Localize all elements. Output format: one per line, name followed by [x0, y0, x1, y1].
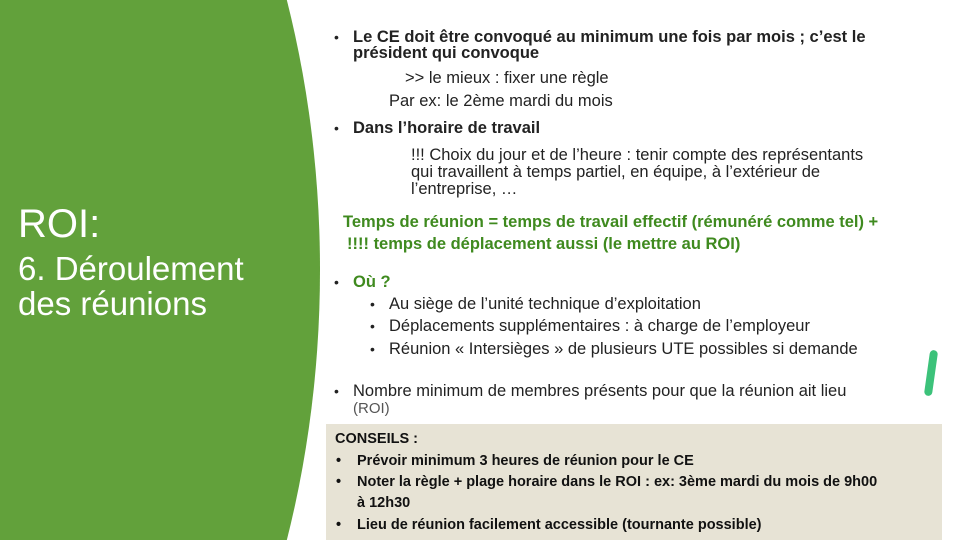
conseil-item-regle: Noter la règle + plage horaire dans le ROI : ex: 3ème mardi du mois de 9h00 [357, 474, 878, 490]
bullet-dot: • [370, 296, 375, 312]
title-deroulement: 6. Déroulement [18, 250, 244, 287]
bullet-dot: • [336, 453, 342, 469]
ou-item-siege: Au siège de l’unité technique d’exploitation [389, 295, 701, 313]
ou-item-deplacements: Déplacements supplémentaires : à charge de l’employeur [389, 317, 810, 335]
note-choix-line3: l’entreprise, … [411, 180, 518, 198]
sub-regle: >> le mieux : fixer une règle [405, 69, 609, 87]
temps-reunion-line2: !!!! temps de déplacement aussi (le mettre au ROI) [347, 235, 741, 253]
bullet-nombre-minimum: Nombre minimum de membres présents pour que la réunion ait lieu [353, 382, 847, 400]
temps-reunion-line1: Temps de réunion = temps de travail effectif (rémunéré comme tel) + [343, 213, 879, 231]
note-choix-line1: !!! Choix du jour et de l’heure : tenir compte des représentants [411, 146, 864, 164]
conseil-item-lieu: Lieu de réunion facilement accessible (tournante possible) [357, 517, 762, 533]
bullet-dot: • [336, 474, 342, 490]
bullet-dot: • [334, 383, 339, 399]
conseil-item-regle-cont: à 12h30 [357, 495, 411, 511]
bullet-dot: • [370, 341, 375, 357]
bullet-dot: • [336, 517, 342, 533]
bullet-dot: • [370, 318, 375, 334]
title-reunions: des réunions [18, 285, 207, 322]
bullet-dot: • [334, 120, 339, 136]
conseils-title: CONSEILS : [335, 431, 418, 447]
note-choix-line2: qui travaillent à temps partiel, en équipe, à l’extérieur de [411, 163, 821, 181]
bullet-convocation-line2: président qui convoque [353, 44, 540, 62]
conseil-item-duree: Prévoir minimum 3 heures de réunion pour le CE [357, 453, 694, 469]
nombre-roi-note: (ROI) [353, 400, 390, 417]
bullet-convocation-line1: Le CE doit être convoqué au minimum une fois par mois ; c’est le [353, 28, 866, 46]
sub-exemple: Par ex: le 2ème mardi du mois [389, 92, 613, 110]
bullet-horaire: Dans l’horaire de travail [353, 119, 541, 137]
ou-item-intersieges: Réunion « Intersièges » de plusieurs UTE possibles si demande [389, 340, 858, 358]
bullet-dot: • [334, 274, 339, 290]
bullet-dot: • [334, 29, 339, 45]
title-roi: ROI: [18, 202, 101, 246]
conseils-box [326, 424, 942, 540]
bullet-ou: Où ? [353, 273, 391, 291]
